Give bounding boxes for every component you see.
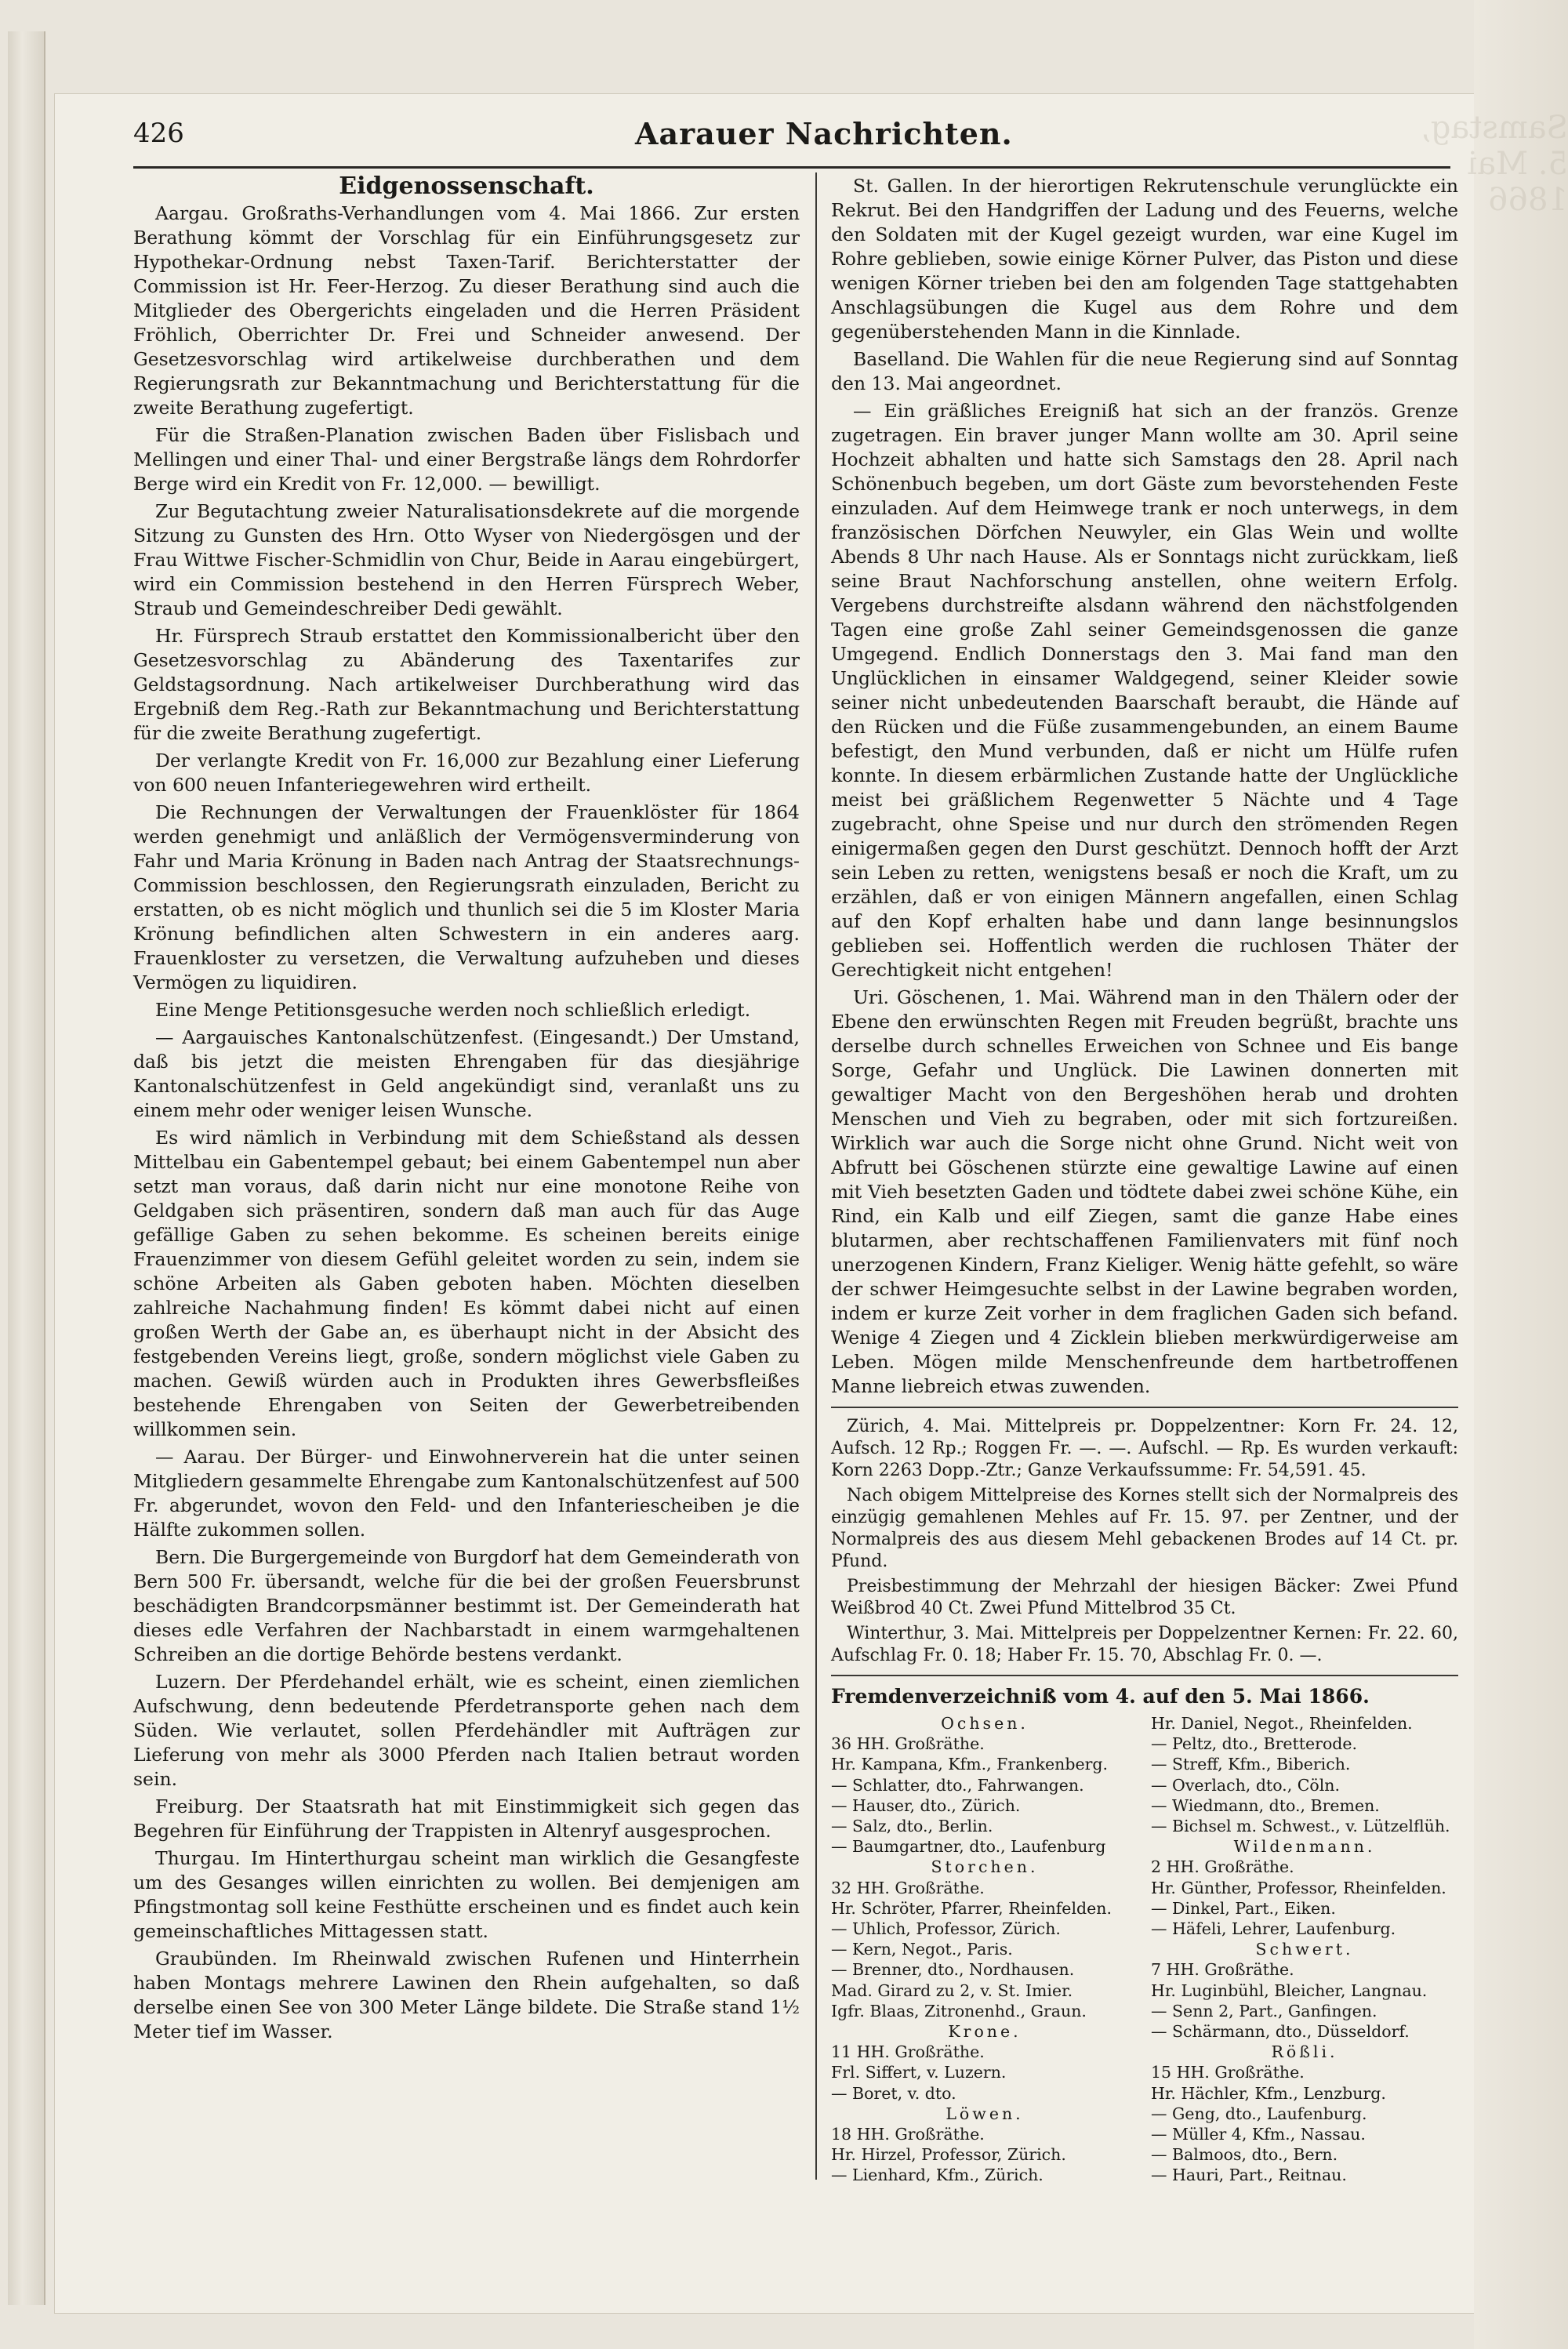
left-column [133, 174, 800, 2047]
guest-entry: Hr. Kampana, Kfm., Frankenberg. [831, 1755, 1109, 1774]
guest-entry: Hr. Hächler, Kfm., Lenzburg. [1151, 2083, 1386, 2103]
hotel-name: Krone. [948, 2022, 1022, 2042]
guest-entry: Frl. Siffert, v. Luzern. [831, 2063, 1007, 2082]
article-paragraph: Für die Straßen-Planation zwischen Baden über Fislisbach und Mellingen und einer Thal- und einer Bergstraße längs dem Rohrdorfer Berge wird ein Kredit von Fr. 12,000. — bewilligt. [133, 424, 800, 495]
guest-entry: — Salz, dto., Berlin. [831, 1817, 993, 1836]
article-paragraph: Eine Menge Petitionsgesuche werden noch schließlich erledigt. [155, 999, 751, 1021]
guest-entry: — Peltz, dto., Bretterode. [1151, 1734, 1358, 1754]
article-paragraph: Uri. Göschenen, 1. Mai. Während man in den Thälern oder der Ebene den erwünschten Regen mit Freuden begrüßt, brachte uns derselbe durch schnelles Erweichen von Schnee und Eis bange Sorge, Gefahr und Unglück. Die Lawinen donnerten mit gewaltiger Macht von den Bergeshöhen herab und drohten Menschen und Vieh zu begraben, oder mit sich fortzureißen. Wirklich war auch die Sorge nicht ohne Grund. Nicht weit von Abfrutt bei Göschenen stürzte eine gewaltige Lawine auf einen mit Vieh besetzten Gaden und tödtete dabei zwei schöne Kühe, ein Rind, ein Kalb und eilf Ziegen, samt die ganze Habe eines blutarmen, aber rechtschaffenen Familienvaters mit fünf noch unerzogenen Kindern, Franz Kieliger. Wenig hätte gefehlt, so wäre der schwer Heimgesuchte selbst in der Lawine begraben worden, indem er kurze Zeit vorher in dem fraglichen Gaden sich befand. Wenige 4 Ziegen und 4 Zicklein blieben merkwürdigerweise am Leben. Mögen milde Menschenfreunde dem hartbetroffenen Manne liebreich etwas zuwenden. [831, 986, 1458, 1397]
guest-entry: — Lienhard, Kfm., Zürich. [831, 2166, 1044, 2185]
article-paragraph: Luzern. Der Pferdehandel erhält, wie es scheint, einen ziemlichen Aufschwung, denn bedeutende Pferdetransporte gehen nach dem Süden. Wie verlautet, sollen Pferdehändler mit Aufträgen zur Lieferung von mehr als 3000 Pferden nach Italien betraut worden sein. [133, 1671, 800, 1790]
guest-entry: — Geng, dto., Laufenburg. [1151, 2104, 1367, 2123]
right-column [831, 174, 1458, 2186]
guest-entry: 36 HH. Großräthe. [831, 1734, 985, 1754]
guest-entry: — Overlach, dto., Cöln. [1151, 1775, 1341, 1795]
article-paragraph: Der verlangte Kredit von Fr. 16,000 zur Bezahlung einer Lieferung von 600 neuen Infanteriegewehren wird ertheilt. [133, 750, 800, 796]
guest-entry: — Senn 2, Part., Ganfingen. [1151, 2001, 1377, 2020]
section-title: Eidgenossenschaft. [339, 172, 594, 200]
guest-entry: — Müller 4, Kfm., Nassau. [1151, 2125, 1366, 2144]
facing-page-edge [1474, 0, 1568, 2349]
section-rule [831, 1675, 1458, 1676]
guest-entry: — Häfeli, Lehrer, Laufenburg. [1151, 1919, 1396, 1939]
guest-entry: 2 HH. Großräthe. [1151, 1857, 1294, 1877]
guest-entry: 18 HH. Großräthe. [831, 2125, 985, 2144]
hotel-name: Rößli. [1271, 2042, 1338, 2062]
guest-entry: — Balmoos, dto., Bern. [1151, 2145, 1338, 2165]
page-header [133, 118, 1458, 165]
guest-list-title: Fremdenverzeichniß vom 4. auf den 5. Mai 1866. [831, 1685, 1370, 1708]
guest-entry: — Schärmann, dto., Düsseldorf. [1151, 2022, 1410, 2042]
header-rule [133, 166, 1450, 169]
page-number: 426 [133, 118, 184, 149]
guest-entry: Hr. Hirzel, Professor, Zürich. [831, 2145, 1066, 2165]
binding-edge [8, 31, 45, 2305]
bleed-through-text: Samstag, 5. Mai 1866 [1421, 110, 1568, 218]
guest-entry: — Schlatter, dto., Fahrwangen. [831, 1775, 1084, 1795]
market-paragraph: Zürich, 4. Mai. Mittelpreis pr. Doppelzentner: Korn Fr. 24. 12, Aufsch. 12 Rp.; Roggen Fr. —. —. Aufschl. — Rp. Es wurden verkauft: Korn 2263 Dopp.-Ztr.; Ganze Verkaufssumme: Fr. 54,591. 45. [831, 1417, 1458, 1480]
hotel-name: Ochsen. [941, 1714, 1029, 1733]
guest-entry: 15 HH. Großräthe. [1151, 2063, 1305, 2082]
guest-entry: Hr. Günther, Professor, Rheinfelden. [1151, 1878, 1446, 1897]
guest-entry: — Brenner, dto., Nordhausen. [831, 1960, 1075, 1980]
guest-entry: 7 HH. Großräthe. [1151, 1960, 1294, 1980]
guest-entry: — Kern, Negot., Paris. [831, 1940, 1013, 1959]
article-paragraph: Graubünden. Im Rheinwald zwischen Rufenen und Hinterrhein haben Montags mehrere Lawinen den Rhein aufgehalten, so daß derselbe einen See von 300 Meter Länge bildete. Die Straße stand 1½ Meter tief im Wasser. [133, 1948, 800, 2042]
article-paragraph: Zur Begutachtung zweier Naturalisationsdekrete auf die morgende Sitzung zu Gunsten des Hrn. Otto Wyser von Niedergösgen und der Frau Wittwe Fischer-Schmidlin von Chur, Beide in Aarau eingebürgert, wird ein Commission bestehend in den Herren Fürsprech Weber, Straub und Gemeindeschreiber Dedi gewählt. [133, 500, 800, 619]
guest-entry: Igfr. Blaas, Zitronenhd., Graun. [831, 2001, 1087, 2020]
hotel-name: Storchen. [931, 1857, 1039, 1877]
guest-entry: Hr. Daniel, Negot., Rheinfelden. [1151, 1714, 1413, 1733]
market-paragraph: Preisbestimmung der Mehrzahl der hiesigen Bäcker: Zwei Pfund Weißbrod 40 Ct. Zwei Pfund Mittelbrod 35 Ct. [831, 1577, 1458, 1618]
market-report [831, 1416, 1458, 1667]
column-divider [815, 172, 817, 2180]
article-paragraph: St. Gallen. In der hierortigen Rekrutenschule verunglückte ein Rekrut. Bei den Handgriffen der Ladung und des Feuerns, welche den Soldaten mit der Kugel gezeigt wurden, war eine Kugel im Rohre geblieben, sowie einige Körner Pulver, das Piston und diese wenigen Körner trieben bei den am folgenden Tage stattgehabten Anschlagsübungen die Kugel aus dem Rohre und dem gegenüberstehenden Mann in die Kinnlade. [831, 175, 1458, 343]
article-paragraph: — Aargauisches Kantonalschützenfest. (Eingesandt.) Der Umstand, daß bis jetzt die meisten Ehrengaben für das diesjährige Kantonalschützenfest in Geld angekündigt sind, veranlaßt uns zu einem mehr oder weniger leisen Wunsche. [133, 1026, 800, 1121]
article-paragraph: — Ein gräßliches Ereigniß hat sich an der französ. Grenze zugetragen. Ein braver junger Mann wollte am 30. April seine Hochzeit abhalten und hatte sich Samstags den 28. April nach Schönenbuch begeben, um dort Gäste zum bevorstehenden Feste einzuladen. Auf dem Heimwege trank er noch unterwegs, in dem französischen Dörfchen Neuwyler, ein Glas Wein und wollte Abends 8 Uhr nach Hause. Als er Sonntags nicht zurückkam, ließ seine Braut Nachforschung anstellen, ohne weitern Erfolg. Vergebens durchstreifte alsdann während den nächstfolgenden Tagen eine große Zahl seiner Gemeindsgenossen die ganze Umgegend. Endlich Donnerstags den 3. Mai fand man den Unglücklichen in einsamer Waldgegend, seiner Kleider sowie seiner nicht unbedeutenden Baarschaft beraubt, die Hände auf den Rücken und die Füße zusammengebunden, an einem Baume befestigt, den Mund verbunden, daß er nicht um Hülfe rufen konnte. In diesem erbärmlichen Zustande hatte der Unglückliche meist bei gräßlichem Regenwetter 5 Nächte und 4 Tage zugebracht, ohne Speise und nur durch den strömenden Regen einigermaßen gegen den Durst geschützt. Dennoch hofft der Arzt sein Leben zu retten, wenigstens besaß er noch die Kraft, um zu erzählen, daß er von einigen Männern angefallen, einen Schlag auf den Kopf erhalten habe und dann lange besinnungslos geblieben sei. Hoffentlich werden die ruchlosen Thäter der Gerechtigkeit nicht entgehen! [831, 400, 1458, 981]
article-paragraph: Thurgau. Im Hinterthurgau scheint man wirklich die Gesangfeste um des Gesanges willen einrichten zu wollen. Bei demjenigen am Pfingstmontag soll keine Festhütte erscheinen und es findet auch kein gemeinschaftliches Mittagessen statt. [133, 1847, 800, 1942]
article-paragraph: Bern. Die Burgergemeinde von Burgdorf hat dem Gemeinderath von Bern 500 Fr. übersandt, welche für die bei der großen Feuersbrunst beschädigten Brandcorpsmänner bestimmt ist. Der Gemeinderath hat dieses edle Verfahren der Nachbarstadt in einem warmgehaltenen Schreiben an die dortige Behörde bestens verdankt. [133, 1546, 800, 1665]
guest-entry: — Wiedmann, dto., Bremen. [1151, 1795, 1380, 1815]
masthead: Aarauer Nachrichten. [635, 116, 1013, 151]
article-paragraph: Aargau. Großraths-Verhandlungen vom 4. Mai 1866. Zur ersten Berathung kömmt der Vorschlag für ein Einführungsgesetz zur Hypothekar-Ordnung nebst Taxen-Tarif. Berichterstatter der Commission ist Hr. Feer-Herzog. Zu dieser Berathung sind auch die Mitglieder des Obergerichts eingeladen und die Herren Präsident Fröhlich, Oberrichter Dr. Frei und Schneider anwesend. Der Gesetzesvorschlag wird artikelweise durchberathen und dem Regierungsrath zur Bekanntmachung und Berichterstattung für die zweite Berathung zugefertigt. [133, 202, 800, 419]
guest-entry: — Hauri, Part., Reitnau. [1151, 2166, 1347, 2185]
article-paragraph: Baselland. Die Wahlen für die neue Regierung sind auf Sonntag den 13. Mai angeordnet. [831, 348, 1458, 394]
guest-list-left [831, 1713, 1138, 2186]
guest-entry: Hr. Luginbühl, Bleicher, Langnau. [1151, 1980, 1428, 2000]
guest-entry: Hr. Schröter, Pfarrer, Rheinfelden. [831, 1898, 1112, 1918]
section-rule [831, 1407, 1458, 1408]
article-paragraph: Die Rechnungen der Verwaltungen der Frauenklöster für 1864 werden genehmigt und anläßlich der Vermögensverminderung von Fahr und Maria Krönung in Baden nach Antrag der Staatsrechnungs-Commission beschlossen, den Regierungsrath einzuladen, Bericht zu erstatten, ob es nicht möglich und thunlich sei die 5 im Kloster Maria Krönung befindlichen alten Schwestern in ein anderes aarg. Frauenkloster zu versetzen, die Verwaltung aufzuheben und dieses Vermögen zu liquidiren. [133, 801, 800, 993]
hotel-name: Wildenmann. [1233, 1837, 1376, 1857]
guest-list-right [1151, 1713, 1458, 2186]
guest-entry: — Baumgartner, dto., Laufenburg [831, 1837, 1106, 1857]
guest-entry: — Hauser, dto., Zürich. [831, 1795, 1021, 1815]
article-paragraph: Es wird nämlich in Verbindung mit dem Schießstand als dessen Mittelbau ein Gabentempel gebaut; bei einem Gabentempel nun aber setzt man voraus, daß darin nicht nur eine monotone Reihe von Geldgaben sich präsentiren, sondern daß man auch für das Auge gefällige Gaben zu sehen bekomme. Es scheinen bereits einige Frauenzimmer von diesem Gefühl geleitet worden zu sein, indem sie schöne Arbeiten als Gaben geboten haben. Möchten dieselben zahlreiche Nachahmung finden! Es kömmt dabei nicht auf einen großen Werth der Gabe an, es überhaupt nicht in der Absicht des festgebenden Vereins liegt, große, sondern möglichst viele Gaben zu machen. Gewiß würden auch in Produkten ihres Gewerbsfleißes bestehende Ehrengaben von Seiten der Gewerbetreibenden willkommen sein. [133, 1127, 800, 1440]
market-paragraph: Winterthur, 3. Mai. Mittelpreis per Doppelzentner Kernen: Fr. 22. 60, Aufschlag Fr. 0. 18; Haber Fr. 15. 70, Abschlag Fr. 0. —. [831, 1624, 1458, 1665]
hotel-name: Löwen. [946, 2104, 1024, 2123]
article-paragraph: Freiburg. Der Staatsrath hat mit Einstimmigkeit sich gegen das Begehren für Einführung der Trappisten in Altenryf ausgesprochen. [133, 1795, 800, 1842]
article-paragraph: Hr. Fürsprech Straub erstattet den Kommissionalbericht über den Gesetzesvorschlag zu Abänderung des Taxentarifes zur Geldstagsordnung. Nach artikelweiser Durchberathung wird das Ergebniß dem Reg.-Rath zur Bekanntmachung und Berichterstattung für die zweite Berathung zugefertigt. [133, 625, 800, 744]
guest-entry: — Streff, Kfm., Biberich. [1151, 1755, 1351, 1774]
guest-list [831, 1713, 1458, 2186]
guest-entry: Mad. Girard zu 2, v. St. Imier. [831, 1980, 1073, 2000]
guest-entry: — Bichsel m. Schwest., v. Lützelflüh. [1151, 1817, 1450, 1836]
guest-entry: 11 HH. Großräthe. [831, 2042, 985, 2062]
guest-entry: — Dinkel, Part., Eiken. [1151, 1898, 1336, 1918]
hotel-name: Schwert. [1255, 1940, 1354, 1959]
market-paragraph: Nach obigem Mittelpreise des Kornes stellt sich der Normalpreis des einzügig gemahlenen Mehles auf Fr. 15. 97. per Zentner, und der Normalpreis des aus diesem Mehl gebackenen Brodes auf 14 Ct. pr. Pfund. [831, 1486, 1458, 1571]
guest-entry: — Uhlich, Professor, Zürich. [831, 1919, 1061, 1939]
guest-entry: — Boret, v. dto. [831, 2083, 956, 2103]
article-paragraph: — Aarau. Der Bürger- und Einwohnerverein hat die unter seinen Mitgliedern gesammelte Ehrengabe zum Kantonalschützenfest auf 500 Fr. abgerundet, wovon den Feld- und den Infanteriescheiben je die Hälfte zukommen sollen. [133, 1446, 800, 1541]
guest-entry: 32 HH. Großräthe. [831, 1878, 985, 1897]
